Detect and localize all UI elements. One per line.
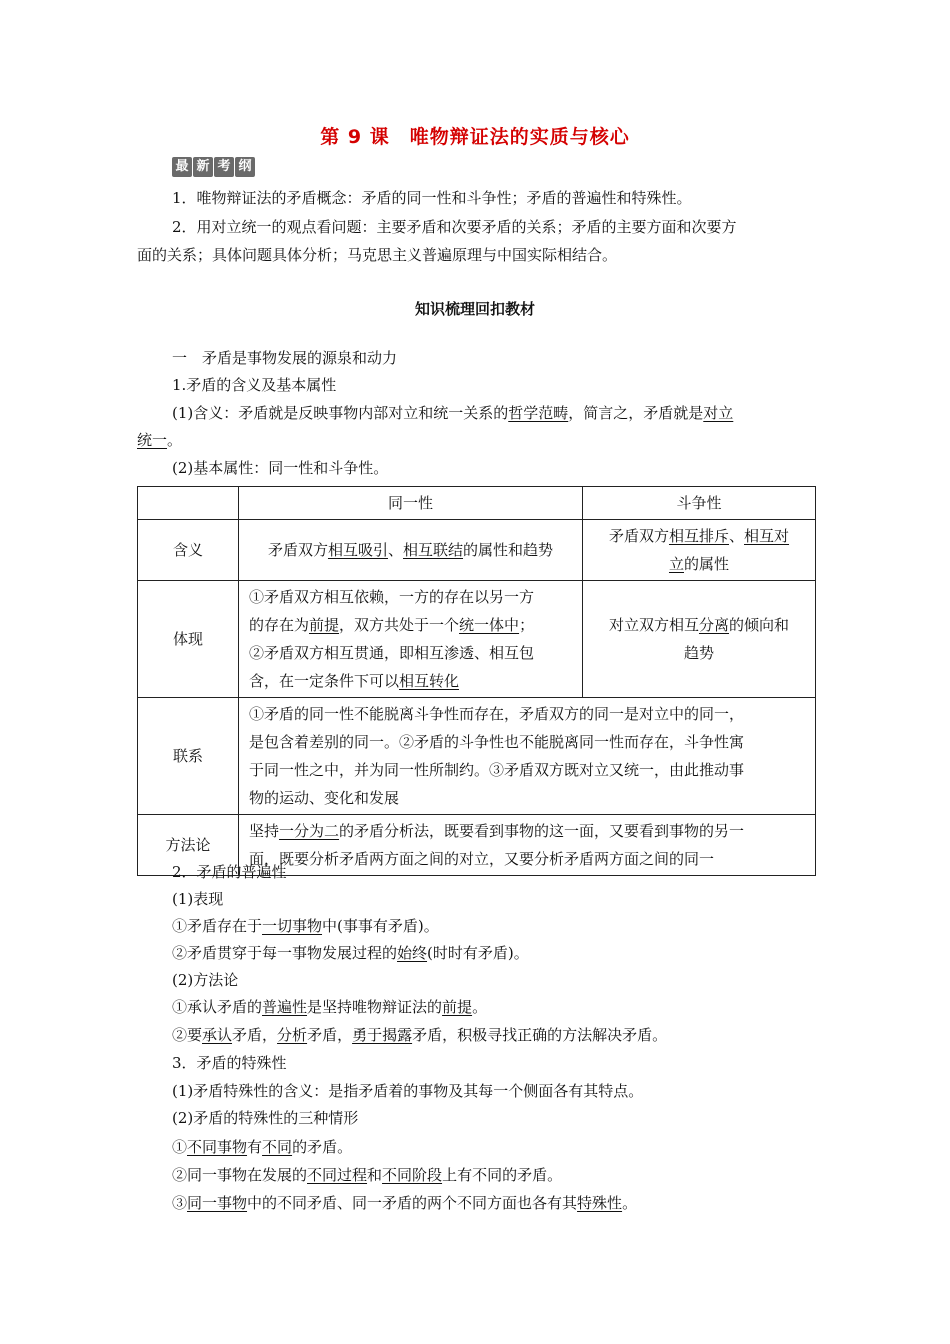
text: 和 — [367, 1166, 383, 1184]
table-corner — [138, 487, 239, 520]
term: 不同过程 — [307, 1166, 368, 1184]
text: 的矛盾分析法，既要看到事物的这一面，又要看到事物的另一 — [339, 822, 745, 840]
col-header-identity: 同一性 — [239, 487, 583, 520]
text: 矛盾， — [232, 1026, 278, 1044]
text: 。 — [472, 998, 488, 1016]
term: 分析 — [277, 1026, 308, 1044]
term: 哲学范畴 — [508, 404, 569, 422]
term: 对立 — [703, 404, 734, 422]
text: ，简言之，矛盾就是 — [568, 404, 704, 422]
term: 立 — [668, 555, 684, 573]
term: 相互转化 — [399, 672, 460, 690]
text: 中(事事有矛盾)。 — [322, 917, 439, 935]
text: 是坚持唯物辩证法的 — [307, 998, 443, 1016]
badge-char: 新 — [193, 157, 213, 177]
term: 同一事物 — [187, 1194, 248, 1212]
table-cell — [239, 815, 816, 876]
part3-heading: 3．矛盾的特殊性 — [172, 1054, 287, 1072]
part3-case — [172, 1137, 352, 1157]
term: 始终 — [397, 944, 428, 962]
text: 、 — [729, 527, 745, 545]
text: 于同一性之中，并为同一性所制约。③矛盾双方既对立又统一，由此推动事 — [249, 761, 745, 779]
syllabus-item-2-cont: 面的关系；具体问题具体分析；马克思主义普遍原理与中国实际相结合。 — [137, 246, 618, 264]
part2-point — [172, 943, 529, 963]
contradiction-table — [137, 486, 816, 876]
text: (时时有矛盾)。 — [427, 944, 529, 962]
badge-char: 纲 — [235, 157, 255, 177]
table-cell — [239, 698, 816, 815]
text: 含，在一定条件下可以 — [249, 672, 400, 690]
text: ； — [519, 616, 535, 634]
text: 是包含着差别的同一。②矛盾的斗争性也不能脱离同一性而存在，斗争性寓 — [249, 733, 745, 751]
term: 不同事物 — [187, 1138, 248, 1156]
table-cell — [239, 520, 583, 581]
text: 。 — [622, 1194, 638, 1212]
part2-sub2: (2)方法论 — [172, 971, 239, 989]
part3-case — [172, 1193, 637, 1213]
text: ，双方共处于一个 — [339, 616, 460, 634]
table-cell — [583, 520, 816, 581]
basic-attributes: (2)基本属性：同一性和斗争性。 — [172, 459, 389, 477]
part2-point — [172, 1025, 667, 1045]
text: ①矛盾双方相互依赖，一方的存在以另一方 — [249, 588, 535, 606]
table-cell — [239, 581, 583, 698]
row-label: 方法论 — [138, 815, 239, 876]
term: 不同 — [262, 1138, 293, 1156]
text: 的属性和趋势 — [463, 541, 554, 559]
text: 矛盾， — [307, 1026, 353, 1044]
table-cell — [583, 581, 816, 698]
syllabus-item-2: 2．用对立统一的观点看问题：主要矛盾和次要矛盾的关系；矛盾的主要方面和次要方 — [172, 218, 737, 236]
badge-char: 考 — [214, 157, 234, 177]
term: 不同阶段 — [382, 1166, 443, 1184]
term: 普遍性 — [262, 998, 308, 1016]
part3-definition: (1)矛盾特殊性的含义：是指矛盾着的事物及其每一个侧面各有其特点。 — [172, 1082, 644, 1100]
text: 坚持 — [249, 822, 280, 840]
text: 、 — [387, 541, 403, 559]
part2-point — [172, 916, 439, 936]
table-row — [138, 520, 816, 581]
section-title: 知识梳理回扣教材 — [414, 300, 535, 318]
term: 勇于揭露 — [352, 1026, 413, 1044]
text: (1)含义：矛盾就是反映事物内部对立和统一关系的 — [172, 404, 509, 422]
part2-point — [172, 997, 487, 1017]
term: 统一 — [137, 431, 168, 449]
part1-heading: 一 矛盾是事物发展的源泉和动力 — [172, 349, 398, 367]
row-label: 联系 — [138, 698, 239, 815]
text: 的存在为 — [249, 616, 310, 634]
text: ① — [172, 1138, 188, 1156]
text: 对立双方相互 — [608, 616, 699, 634]
text: 中的不同矛盾、同一矛盾的两个不同方面也各有其 — [247, 1194, 578, 1212]
term: 前提 — [309, 616, 340, 634]
text: 的属性 — [684, 555, 730, 573]
row-label: 体现 — [138, 581, 239, 698]
part2-sub1: (1)表现 — [172, 890, 224, 908]
text: 矛盾双方 — [608, 527, 669, 545]
term: 相互对 — [744, 527, 790, 545]
part2-heading: 2．矛盾的普遍性 — [172, 863, 287, 881]
text: 趋势 — [683, 644, 714, 662]
text: 物的运动、变化和发展 — [249, 789, 400, 807]
row-label: 含义 — [138, 520, 239, 581]
definition-line-cont — [137, 430, 182, 450]
term: 前提 — [442, 998, 473, 1016]
term: 一分为二 — [279, 822, 340, 840]
text: 面，既要分析矛盾两方面之间的对立，又要分析矛盾两方面之间的同一 — [249, 850, 715, 868]
text: ①矛盾存在于 — [172, 917, 263, 935]
term: 承认 — [202, 1026, 233, 1044]
text: ①矛盾的同一性不能脱离斗争性而存在，矛盾双方的同一是对立中的同一， — [249, 705, 745, 723]
term: 相互吸引 — [327, 541, 388, 559]
syllabus-badge — [172, 157, 255, 177]
table-row — [138, 581, 816, 698]
part3-case — [172, 1165, 562, 1185]
text: ③ — [172, 1194, 188, 1212]
page-title: 第 9 课 唯物辩证法的实质与核心 — [320, 126, 630, 148]
table-row — [138, 698, 816, 815]
text: 上有不同的矛盾。 — [442, 1166, 563, 1184]
text: 。 — [167, 431, 183, 449]
term: 一切事物 — [262, 917, 323, 935]
text: 的矛盾。 — [292, 1138, 353, 1156]
term: 统一体中 — [459, 616, 520, 634]
part1-sub1: 1.矛盾的含义及基本属性 — [172, 376, 337, 394]
text: ①承认矛盾的 — [172, 998, 263, 1016]
text: ②矛盾贯穿于每一事物发展过程的 — [172, 944, 398, 962]
text: 的倾向和 — [729, 616, 790, 634]
text: ②同一事物在发展的 — [172, 1166, 308, 1184]
text: 矛盾，积极寻找正确的方法解决矛盾。 — [412, 1026, 668, 1044]
term: 分离 — [698, 616, 729, 634]
text: 矛盾双方 — [267, 541, 328, 559]
definition-line — [172, 403, 733, 423]
badge-char: 最 — [172, 157, 192, 177]
part3-sub2: (2)矛盾的特殊性的三种情形 — [172, 1109, 359, 1127]
term: 相互联结 — [403, 541, 464, 559]
syllabus-item-1: 1．唯物辩证法的矛盾概念：矛盾的同一性和斗争性；矛盾的普遍性和特殊性。 — [172, 189, 692, 207]
text: 有 — [247, 1138, 263, 1156]
text: ②矛盾双方相互贯通，即相互渗透、相互包 — [249, 644, 535, 662]
col-header-struggle: 斗争性 — [583, 487, 816, 520]
term: 相互排斥 — [668, 527, 729, 545]
term: 特殊性 — [577, 1194, 623, 1212]
text: ②要 — [172, 1026, 203, 1044]
table-header-row — [138, 487, 816, 520]
